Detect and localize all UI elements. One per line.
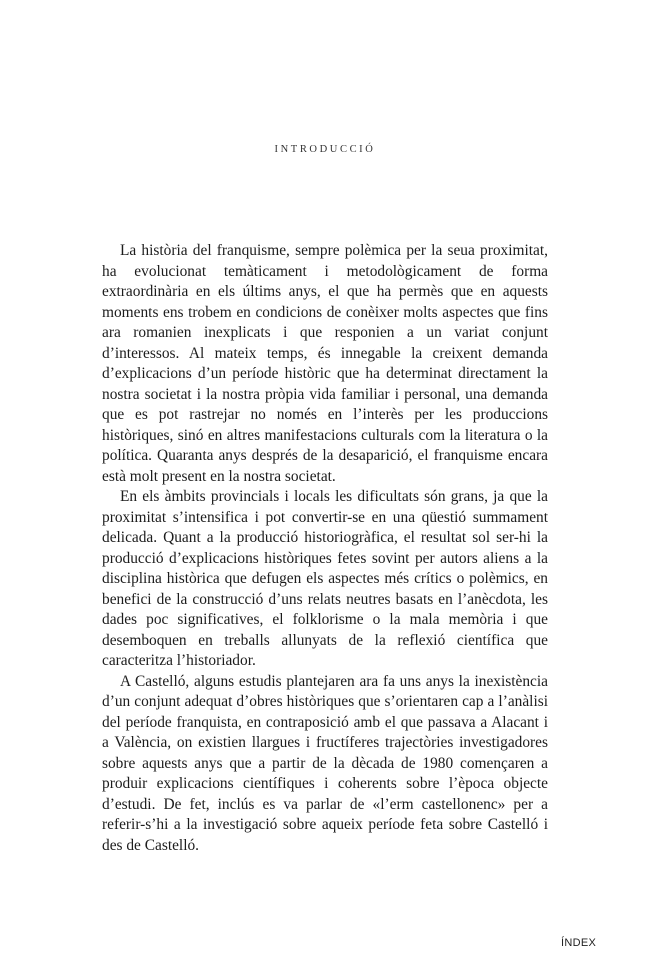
index-link[interactable]: ÍNDEX [561, 937, 597, 949]
paragraph-2: En els àmbits provincials i locals les dificultats són grans, ja que la proximitat s’intensifica i pot convertir-se en una qüestió summament delicada. Quant a la producció historiogràfica, el resultat sol ser-hi la producció d’explicacions històriques fetes sovint per autors aliens a la disciplina històrica que defugen els aspectes més crítics o polèmics, en benefici de la construcció d’uns relats neutres basats en l’anècdota, les dades poc significatives, el folklorisme o la mala memòria i que desemboquen en treballs allunyats de la reflexió científica que caracteritza l’historiador. [102, 488, 548, 669]
paragraph-1: La història del franquisme, sempre polèmica per la seua proximitat, ha evolucionat temàticament i metodològicament de forma extraordinària en els últims anys, el que ha permès que en aquests moments ens trobem en condicions de conèixer molts aspectes que fins ara romanien inexplicats i que responien a un variat conjunt d’interessos. Al mateix temps, és innegable la creixent demanda d’explicacions d’un període històric que ha determinat directament la nostra societat i la nostra pròpia vida familiar i personal, una demanda que es pot rastrejar no només en l’interès per les produccions històriques, sinó en altres manifestacions culturals com la literatura o la política. Quaranta anys després de la desaparició, el franquisme encara està molt present en la nostra societat. [102, 242, 548, 485]
paragraph-3: A Castelló, alguns estudis plantejaren ara fa uns anys la inexistència d’un conjunt adequat d’obres històriques que s’orientaren cap a l’anàlisi del període franquista, en contraposició amb el que passava a Alacant i a València, on existien llargues i fructíferes trajectòries investigadores sobre aquests anys que a partir de la dècada de 1980 començaren a produir explicacions científiques i coherents sobre l’època objecte d’estudi. De fet, inclús es va parlar de «l’erm castellonenc» per a referir-s’hi a la investigació sobre aqueix període feta sobre Castelló i des de Castelló. [102, 672, 548, 854]
body-text [102, 241, 548, 856]
section-title: INTRODUCCIÓ [274, 144, 376, 155]
